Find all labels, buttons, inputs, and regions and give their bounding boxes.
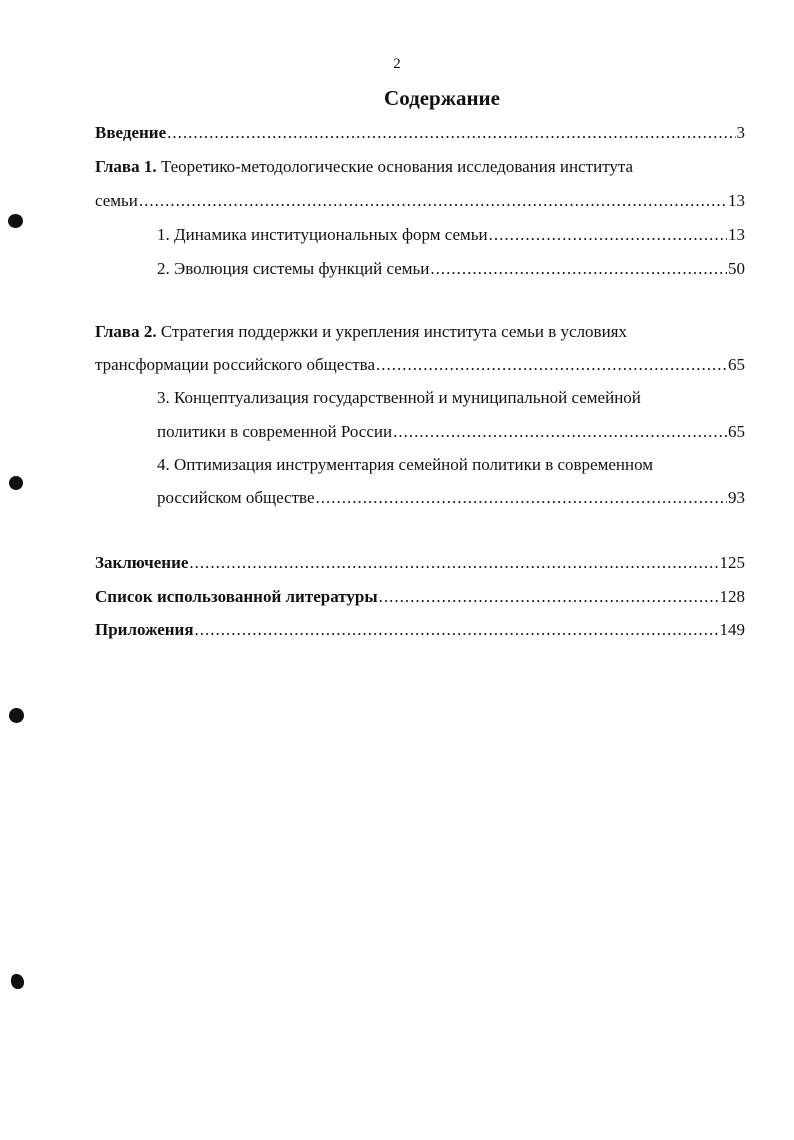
toc-entry-page: 149 [719, 620, 745, 639]
dot-leader [316, 487, 728, 509]
dot-leader [393, 421, 727, 443]
toc-entry-appendix [95, 619, 745, 641]
toc-entry-section-1 [157, 224, 745, 246]
toc-entry-label: 1. Динамика институциональных форм семьи [157, 225, 488, 244]
toc-entry-section-3 [157, 421, 745, 443]
dot-leader [489, 224, 727, 246]
dot-leader [139, 190, 727, 212]
punch-hole-mark [9, 476, 23, 490]
toc-entry-introduction [95, 122, 745, 144]
punch-hole-mark [11, 974, 24, 989]
toc-section-4-title: 4. Оптимизация инструментария семейной политики в современном [157, 455, 654, 474]
toc-entry-page: 65 [728, 422, 745, 441]
toc-entry-label: российском обществе [157, 488, 315, 507]
chapter-title-line1: Теоретико-методологические основания исследования института [156, 157, 634, 176]
toc-entry-chapter-1 [95, 190, 745, 212]
page-title: Содержание [384, 86, 500, 110]
toc-section-3-title: 3. Концептуализация государственной и муниципальной семейной [157, 388, 641, 407]
punch-hole-mark [9, 708, 24, 723]
toc-entry-label: политики в современной России [157, 422, 393, 441]
dot-leader [195, 619, 719, 641]
punch-hole-mark [8, 214, 23, 228]
toc-entry-label: Введение [95, 123, 167, 142]
toc-entry-conclusion [95, 552, 745, 574]
toc-entry-label: 2. Эволюция системы функций семьи [157, 259, 430, 278]
toc-entry-label: Приложения [95, 620, 194, 639]
dot-leader [189, 552, 718, 574]
toc-entry-page: 3 [736, 123, 745, 142]
dot-leader [376, 354, 727, 376]
toc-entry-page: 13 [728, 225, 745, 244]
toc-entry-page: 65 [728, 355, 745, 374]
toc-entry-bibliography [95, 586, 745, 608]
toc-entry-page: 125 [719, 553, 745, 572]
toc-entry-label: семьи [95, 191, 138, 210]
toc-entry-section-2 [157, 258, 745, 280]
chapter-title-line1: Стратегия поддержки и укрепления института семьи в условиях [156, 322, 628, 341]
toc-entry-label: Заключение [95, 553, 189, 572]
toc-entry-label: Список использованной литературы [95, 587, 378, 606]
toc-chapter-2-title [95, 321, 627, 343]
toc-entry-chapter-2 [95, 354, 745, 376]
dot-leader [430, 258, 727, 280]
toc-entry-page: 128 [719, 587, 745, 606]
toc-entry-page: 93 [728, 488, 745, 507]
dot-leader [167, 122, 735, 144]
toc-entry-label: трансформации российского общества [95, 355, 376, 374]
toc-chapter-1-title [95, 156, 633, 178]
dot-leader [379, 586, 719, 608]
chapter-prefix: Глава 2. [95, 322, 157, 341]
page-number: 2 [393, 56, 401, 72]
toc-entry-section-4 [157, 487, 745, 509]
toc-entry-page: 50 [728, 259, 745, 278]
chapter-prefix: Глава 1. [95, 157, 157, 176]
toc-entry-page: 13 [728, 191, 745, 210]
